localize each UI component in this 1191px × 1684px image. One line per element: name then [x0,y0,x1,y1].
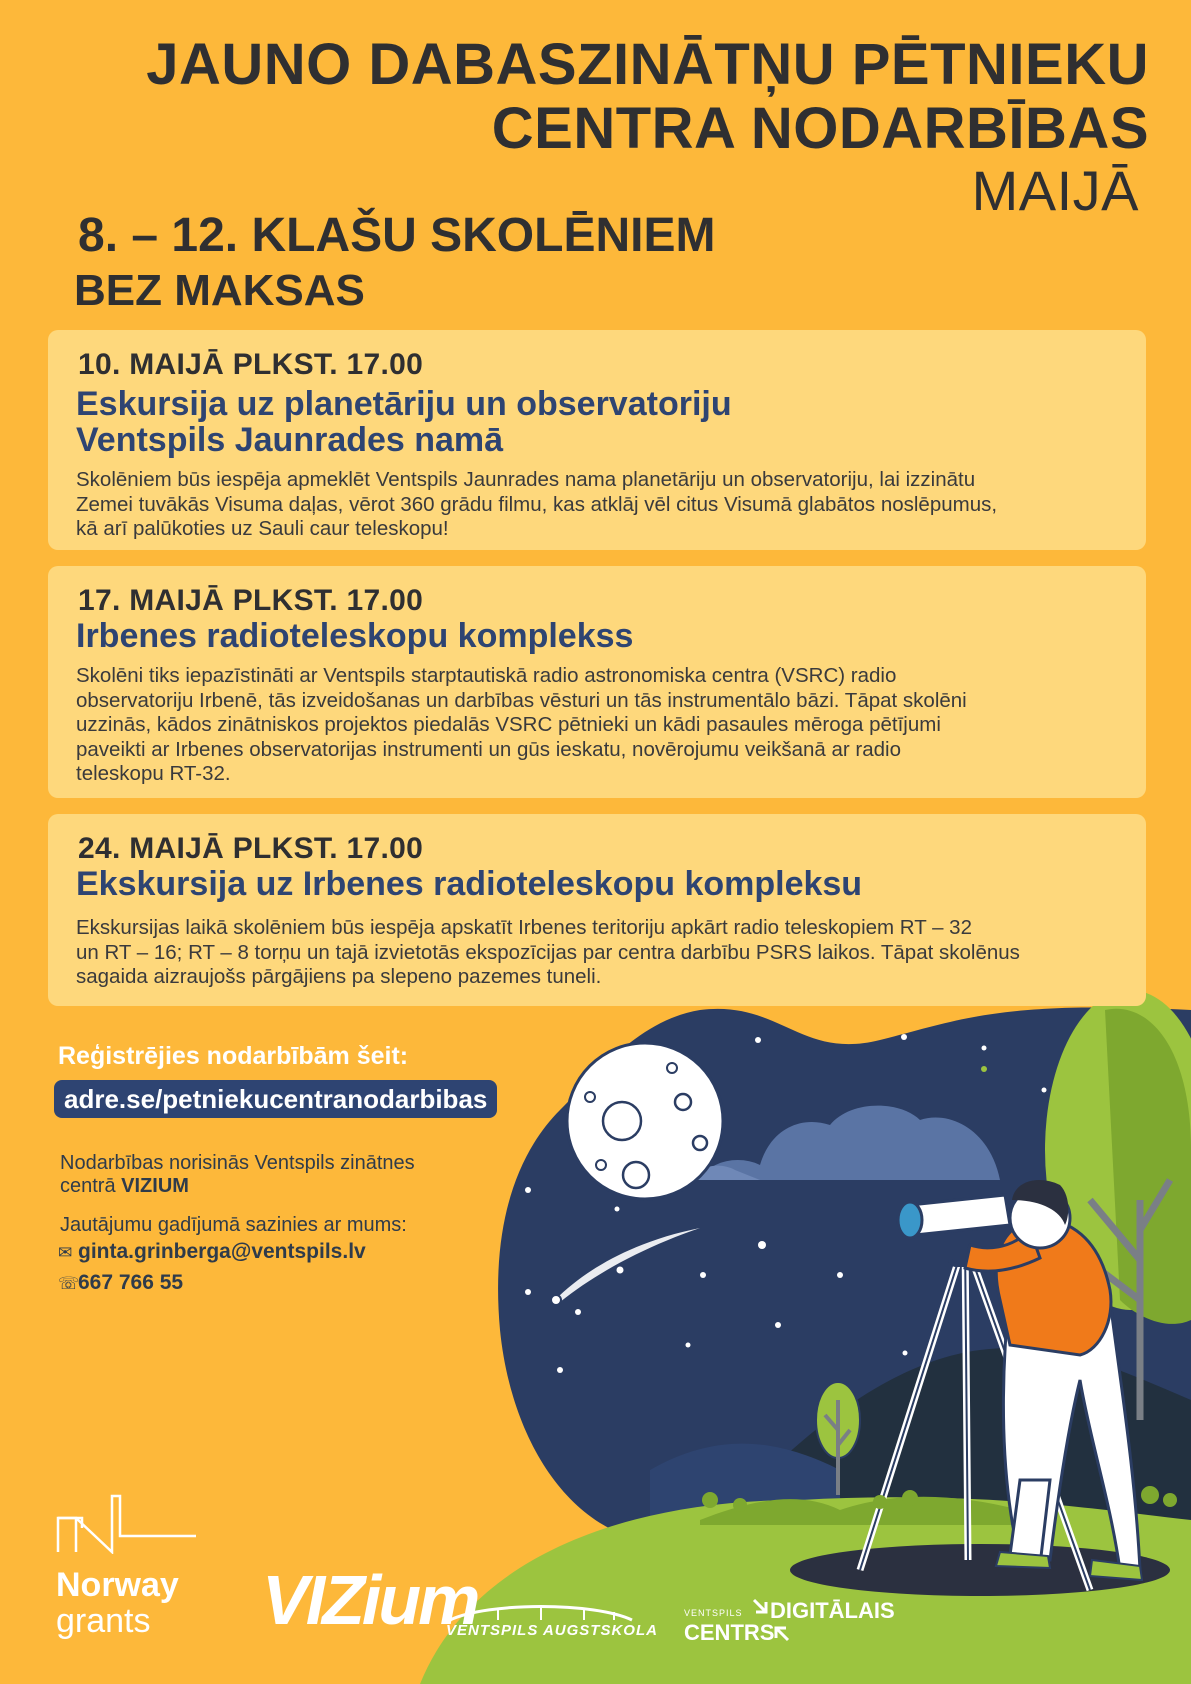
venue-prefix: centrā [60,1175,122,1197]
event-description [76,664,1126,787]
event-text-line: sagaida aizraujošs pārgājiens pa slepeno pazemes tuneli. [76,965,602,988]
event-title: Irbenes radioteleskopu komplekss [76,617,634,655]
event-card [48,814,1146,1006]
digital-centre-logo-small: VENTSPILS [684,1608,743,1618]
venue-line: Nodarbības norisinās Ventspils zinātnes [60,1152,415,1174]
event-text-line: paveikti ar Irbenes observatorijas instrumenti un gūs ieskatu, novērojumu veikšanā ar radio [76,737,901,761]
vizium-logo: VIZium [262,1561,478,1639]
augstskola-logo-text: VENTSPILS AUGSTSKOLA [446,1622,658,1639]
event-text-line: Skolēniem būs iespēja apmeklēt Ventspils Jaunrades nama planetāriju un observatoriju, lai izzinātu [76,468,976,491]
arrow-out-icon [772,1624,790,1642]
email-link[interactable]: ginta.grinberga@ventspils.lv [78,1240,366,1263]
page-title-line1: JAUNO DABASZINĀTŅU PĒTNIEKU [146,32,1149,97]
event-title: Ekskursija uz Irbenes radioteleskopu kompleksu [76,865,863,903]
moon [567,1043,723,1199]
event-text-line: un RT – 16; RT – 8 torņu un tajā izvietotās ekspozīcijas par centra darbību PSRS laikos. Tāpat skolēnus [76,940,1020,964]
event-card [48,330,1146,550]
arrow-in-icon [752,1598,770,1616]
event-title: Eskursija uz planetāriju un observatoriju [76,385,732,423]
venue-line [60,1175,480,1198]
event-text-line: observatoriju Irbenē, tās izveidošanas un darbības vēsturi un tās instrumentālo bāzi. Tāpat skolēni [76,688,967,712]
page-title-line2: CENTRA NODARBĪBAS [491,96,1149,161]
price-subtitle: BEZ MAKSAS [74,266,365,315]
contact-question: Jautājumu gadījumā sazinies ar mums: [60,1214,407,1236]
email-row[interactable] [58,1240,366,1264]
event-date: 17. MAIJĀ PLKST. 17.00 [78,584,424,617]
event-text-line: kā arī palūkoties uz Sauli caur teleskopu! [76,517,449,540]
audience-subtitle: 8. – 12. KLAŠU SKOLĒNIEM [78,209,716,262]
event-text-line: Skolēni tiks iepazīstināti ar Ventspils starptautiskā radio astronomiska centra (VSRC) radio [76,664,897,687]
event-date: 10. MAIJĀ PLKST. 17.00 [78,348,424,381]
event-date: 24. MAIJĀ PLKST. 17.00 [78,832,424,865]
norway-grants-logo-line2: grants [56,1602,151,1640]
digital-centre-logo-word2: CENTRS [684,1620,775,1645]
venue-info [60,1152,480,1198]
page-title-month: MAIJĀ [971,159,1139,222]
event-card [48,566,1146,798]
event-text-line: uzzinās, kādos zinātniskos projektos piedalās VSRC pētnieki un kādi pasaules mēroga pētījumi [76,713,941,736]
mail-icon: ✉ [58,1243,73,1262]
event-title: Ventspils Jaunrades namā [76,421,504,459]
registration-label: Reģistrējies nodarbībām šeit: [58,1042,409,1070]
event-description [76,916,1126,990]
event-text-line: Ekskursijas laikā skolēniem būs iespēja apskatīt Irbenes teritoriju apkārt radio teleskopiem RT – 32 [76,916,972,939]
event-description [76,468,1126,542]
venue-name: VIZIUM [121,1175,189,1197]
digital-centre-logo-word1: DIGITĀLAIS [770,1598,895,1623]
registration-link[interactable]: adre.se/petniekucentranodarbibas [54,1080,497,1118]
phone-number[interactable]: 667 766 55 [78,1271,184,1294]
event-text-line: Zemei tuvākās Visuma daļas, vērot 360 grādu filmu, kas atklāj vēl citus Visumā glabātos noslēpumus, [76,492,998,516]
norway-grants-logo-mark [56,1494,196,1554]
norway-grants-logo-line1: Norway [56,1566,179,1604]
phone-icon: ☏ [58,1274,80,1293]
event-text-line: teleskopu RT-32. [76,762,231,785]
phone-row[interactable] [58,1271,183,1295]
augstskola-logo-mark [448,1600,634,1622]
